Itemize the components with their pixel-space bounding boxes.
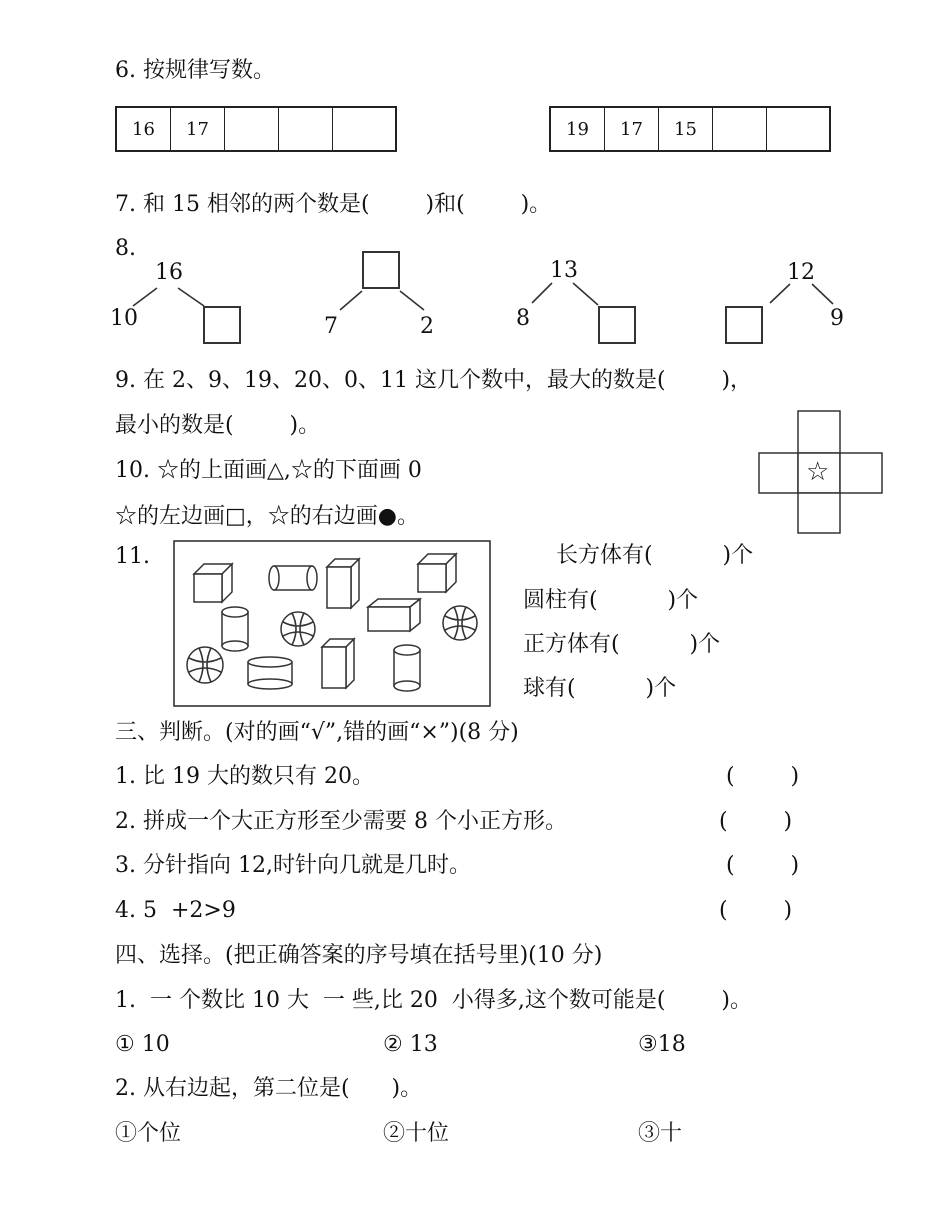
q11-label: 11. [115, 544, 150, 569]
cube-icon [194, 564, 232, 602]
cuboid-icon [322, 639, 354, 688]
seq-a-cell: 16 [117, 108, 171, 150]
choice-q2-option-1[interactable]: ①个位 [115, 1121, 182, 1146]
q11-cube-answer: 正方体有( )个 [523, 632, 721, 657]
tree4-top: 12 [787, 260, 815, 285]
cylinder-icon [248, 657, 292, 689]
seq-b-cell: 19 [551, 108, 605, 150]
q9-line1: 9. 在 2、9、19、20、0、11 这几个数中，最大的数是( )， [115, 368, 753, 393]
star-icon: ☆ [806, 457, 830, 487]
tree3-left: 8 [516, 306, 530, 331]
judge-paren-4[interactable]: ( ) [719, 898, 793, 923]
q7-text: 7. 和 15 相邻的两个数是( )和( )。 [115, 192, 552, 217]
section4-title: 四、选择。(把正确答案的序号填在括号里)(10 分) [115, 943, 603, 968]
choice-q1-option-2[interactable]: ② 13 [383, 1032, 438, 1057]
choice-q2-option-3[interactable]: ③十 [638, 1121, 683, 1146]
judge-paren-1[interactable]: ( ) [726, 764, 800, 789]
tree3-top: 13 [550, 258, 578, 283]
cube-icon [418, 554, 456, 592]
q8-label: 8. [115, 236, 136, 261]
cylinder-icon [222, 607, 248, 651]
choice-q1-option-1[interactable]: ① 10 [115, 1032, 170, 1057]
ball-icon [443, 606, 477, 640]
seq-b-cell: 17 [605, 108, 659, 150]
judge-item-1: 1. 比 19 大的数只有 20。 [115, 764, 374, 789]
judge-item-4: 4. 5 +2>9 [115, 898, 236, 923]
choice-q2-option-2[interactable]: ②十位 [383, 1121, 450, 1146]
tree1-top: 16 [155, 260, 183, 285]
cuboid-icon [368, 599, 420, 631]
q9-line2: 最小的数是( )。 [115, 413, 321, 438]
tree1-left: 10 [110, 306, 138, 331]
judge-item-2: 2. 拼成一个大正方形至少需要 8 个小正方形。 [115, 809, 567, 834]
q11-cuboid-answer: 长方体有( )个 [556, 543, 754, 568]
tree2-right: 2 [420, 314, 434, 339]
judge-item-3: 3. 分针指向 12,时针向几就是几时。 [115, 853, 471, 878]
seq-b-cell: 15 [659, 108, 713, 150]
q6-title: 6. 按规律写数。 [115, 58, 275, 83]
ball-icon [281, 612, 315, 646]
tree4-right: 9 [830, 306, 844, 331]
cylinder-icon [394, 645, 420, 691]
choice-q1-option-3[interactable]: ③18 [638, 1032, 686, 1057]
ball-icon [187, 647, 223, 683]
seq-a-cell: 17 [171, 108, 225, 150]
choice-q1-text: 1. 一 个数比 10 大 一 些,比 20 小得多,这个数可能是( )。 [115, 988, 753, 1013]
judge-paren-3[interactable]: ( ) [726, 853, 800, 878]
cuboid-icon [327, 559, 359, 608]
cylinder-icon [269, 566, 317, 590]
q11-ball-answer: 球有( )个 [523, 676, 677, 701]
section3-title: 三、判断。(对的画“√”,错的画“×”)(8 分) [115, 720, 519, 745]
choice-q2-text: 2. 从右边起，第二位是( )。 [115, 1076, 423, 1101]
q10-line1: 10. ☆的上面画△,☆的下面画 0 [115, 458, 422, 483]
tree2-left: 7 [324, 314, 338, 339]
q10-line2: ☆的左边画□，☆的右边画●。 [115, 504, 419, 529]
judge-paren-2[interactable]: ( ) [719, 809, 793, 834]
q11-cylinder-answer: 圆柱有( )个 [523, 588, 699, 613]
